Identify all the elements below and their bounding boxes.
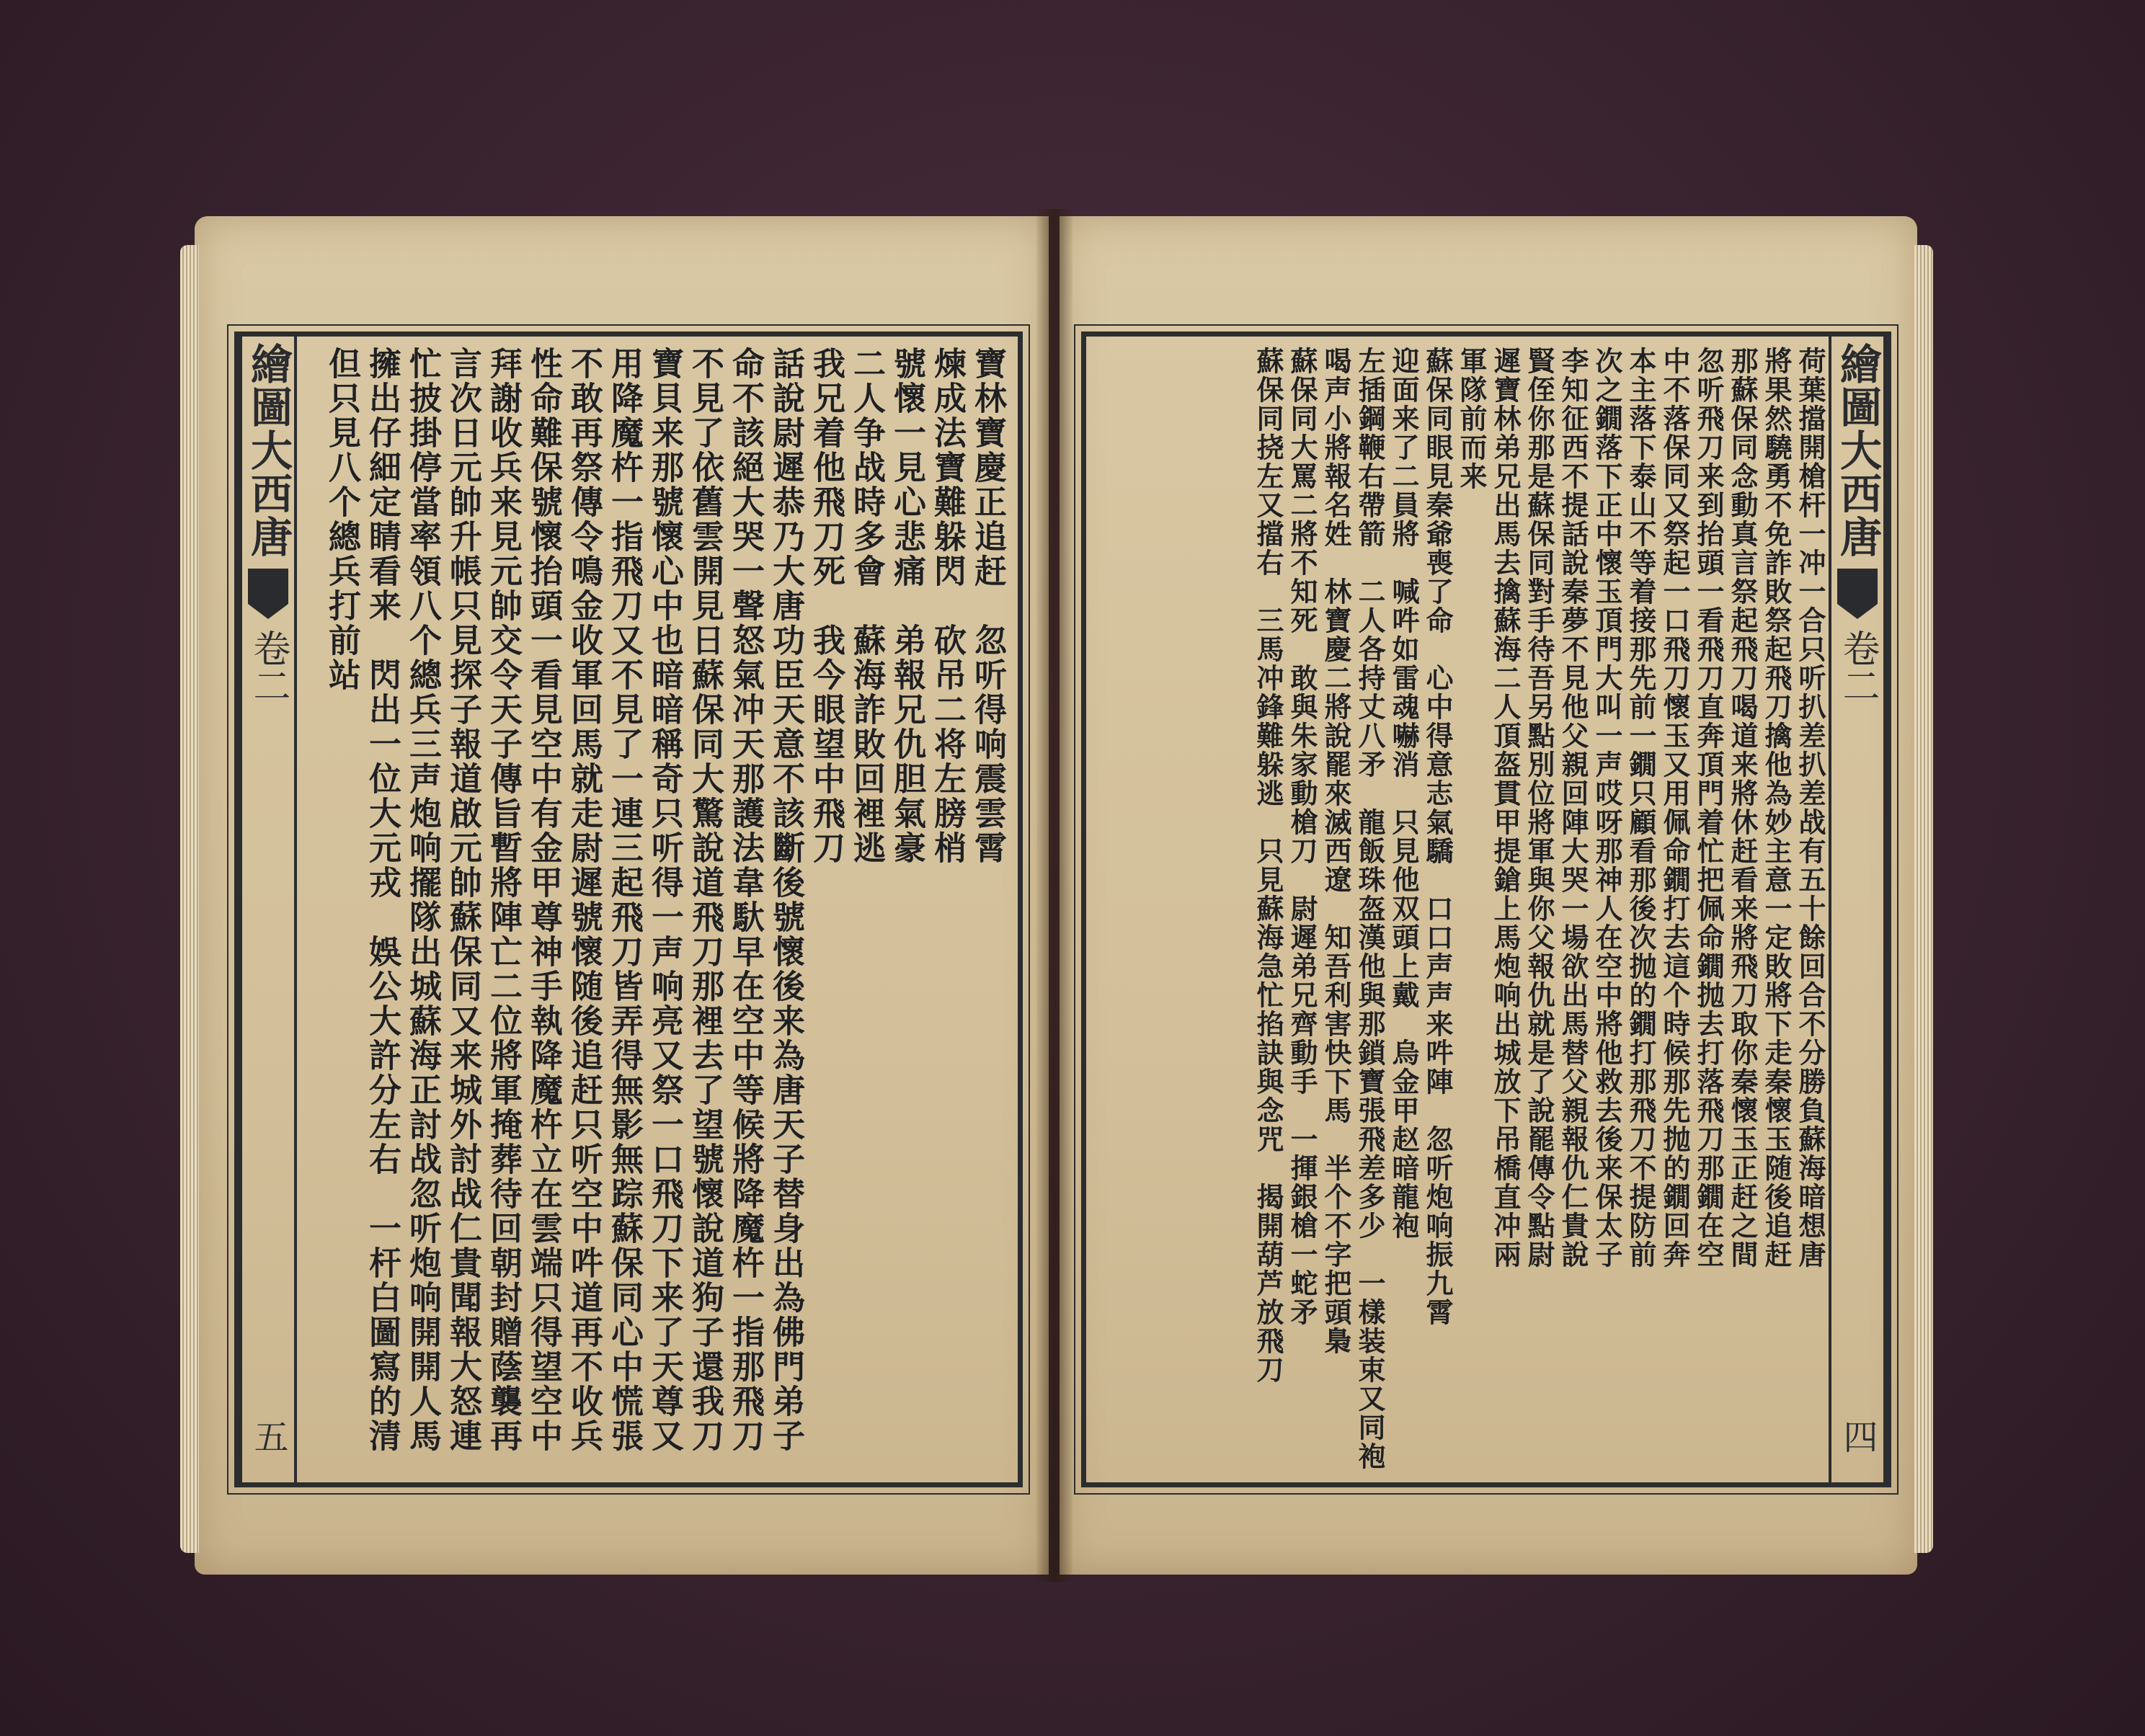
open-book	[195, 216, 1917, 1575]
right-banner-volume: 卷二	[1836, 629, 1879, 704]
book-gutter	[1036, 209, 1072, 1582]
right-margin-banner	[1829, 337, 1886, 1482]
text-column: 但只見八个總兵打前站	[323, 347, 361, 693]
left-page	[195, 216, 1049, 1575]
text-column: 我兄着他飛刀死 我今眼望中飛刀	[807, 347, 845, 865]
left-text-frame	[234, 331, 1023, 1487]
text-column: 拜謝收兵来見元帥交令天子傳旨暫將陣亡二位將軍掩葬待回朝封贈蔭襲再	[484, 347, 523, 1454]
right-page	[1060, 216, 1917, 1575]
text-column: 號懷一見心悲痛 弟報兄仇胆氣豪	[888, 347, 926, 865]
fish-tail-mark-icon	[1837, 569, 1878, 619]
text-column: 擁出仔細定睛看来 閃出一位大元戎 娛公大許分左右 一杆白圖寫的清	[363, 347, 401, 1454]
text-column: 蘇保同挠左又擋右 三馬冲鋒難躲逃 只見蘇海急忙掐訣與念咒 揭開葫芦放飛刀	[1252, 347, 1284, 1384]
text-column: 賢侄你那是蘇保同對手待吾另點別位將軍與你父報仇就是了說罷傳令點尉	[1523, 347, 1555, 1269]
text-column: 言次日元帥升帳只見探子報道啟元帥蘇保同又来城外討战仁貴聞報大怒連	[444, 347, 482, 1454]
text-column: 那蘇保同念動真言祭起飛刀喝道来將休赶看来將飛刀取你秦懷玉正赶之間	[1726, 347, 1759, 1269]
text-column: 忽听飛刀来到抬頭一看飛刀直奔頂門着忙把佩命鐗抛去打落飛刀那鐗在空	[1692, 347, 1725, 1269]
text-column: 蘇保同眼見秦爺喪了命 心中得意志氣驕 口口声声来吽陣 忽听炮响振九霄	[1421, 347, 1454, 1327]
right-page-number: 四	[1837, 1419, 1878, 1454]
text-column: 遲寶林弟兄出馬去擒蘇海二人頂盔貫甲提鎗上馬炮响出城放下吊橋直冲兩	[1489, 347, 1522, 1269]
right-text-frame	[1081, 331, 1891, 1487]
text-column: 蘇保同大罵二將不知死 敢與朱家動槍刀 尉遲弟兄齊動手 一揮銀槍一蛇矛	[1286, 347, 1318, 1327]
text-column: 寶林寶慶正追赶 忽听得响震雲霄	[969, 347, 1007, 865]
left-page-number: 五	[248, 1419, 288, 1454]
text-column: 忙披掛停當率領八个總兵三声炮响擺隊出城蘇海正討战忽听炮响開開人馬	[404, 347, 442, 1454]
left-page-edge	[180, 245, 199, 1553]
text-column: 用降魔杵一指飛刀又不見了一連三起飛刀皆弄得無影無踪蘇保同心中慌張	[605, 347, 644, 1454]
text-column: 命不該絕大哭一聲怒氣冲天那護法韋馱早在空中等候將降魔杵一指那飛刀	[727, 347, 765, 1454]
fish-tail-mark-icon	[248, 569, 288, 619]
text-column: 左插鋼鞭右帶箭 二人各持丈八矛 龍飯珠盔漢他與那鎖寶張飛差多少 一樣装束又同袍	[1354, 347, 1386, 1471]
left-margin-banner	[239, 337, 297, 1482]
left-page-text	[300, 347, 1008, 1472]
text-column: 煉成法寶難躲閃 砍吊二将左膀梢	[928, 347, 967, 865]
text-column: 軍隊前而来	[1455, 347, 1488, 491]
text-column: 二人争战時多會 蘇海詐敗回裡逃	[848, 347, 886, 865]
text-column: 話說尉遲恭乃大唐功臣天意不該斷後號懷後来為唐天子替身出為佛門弟子	[767, 347, 805, 1454]
text-column: 李知征西不提話說秦夢不見他父親回陣大哭一場欲出馬替父親報仇仁貴說	[1557, 347, 1589, 1269]
left-banner-title: 繪圖大西唐	[244, 342, 293, 558]
text-column: 不敢再祭傳令鳴金收軍回馬就走尉遲號懷随後追赶只听空中吽道再不收兵	[565, 347, 603, 1454]
text-column: 喝声小將報名姓 林寶慶二將說罷來滅西遼 知吾利害快下馬 半个不字把頭梟	[1320, 347, 1352, 1356]
left-banner-volume: 卷二	[247, 629, 290, 704]
text-column: 荷葉擋開槍杆一冲一合只听扒差扒差战有五十餘回合不分勝負蘇海暗想唐	[1794, 347, 1826, 1269]
text-column: 將果然驍勇不免詐敗祭起飛刀擒他為妙主意一定敗將下走秦懷玉随後追赶	[1760, 347, 1793, 1269]
text-column: 次之鐗落下正中懷玉頂門大叫一声哎呀那神人在空中將他救去後来保太子	[1591, 347, 1623, 1269]
text-column: 本主落下泰山不等着接那先前一鐗只顧看那後次抛的鐗打那飛刀不提防前	[1625, 347, 1657, 1269]
text-column: 寶貝来那號懷心中也暗暗稱奇只听得一声响亮又祭一口飛刀下来了天尊又	[646, 347, 684, 1454]
text-column: 不見了依舊雲開見日蘇保同大驚說道飛刀那裡去了望號懷說道狗子還我刀	[686, 347, 724, 1454]
right-page-text	[1093, 347, 1827, 1472]
right-page-edge	[1914, 245, 1933, 1553]
text-column: 性命難保號懷抬頭一看見空中有金甲尊神手執降魔杵立在雲端只得望空中	[525, 347, 563, 1454]
text-column: 迎面来了二員將 喊吽如雷魂嚇消 只見他双頭上戴 烏金甲赵暗龍袍	[1387, 347, 1420, 1240]
right-banner-title: 繪圖大西唐	[1833, 342, 1882, 558]
text-column: 中不落保同又祭起一口飛刀懷玉又用佩命鐗打去這个時候那先抛的鐗回奔	[1658, 347, 1691, 1269]
